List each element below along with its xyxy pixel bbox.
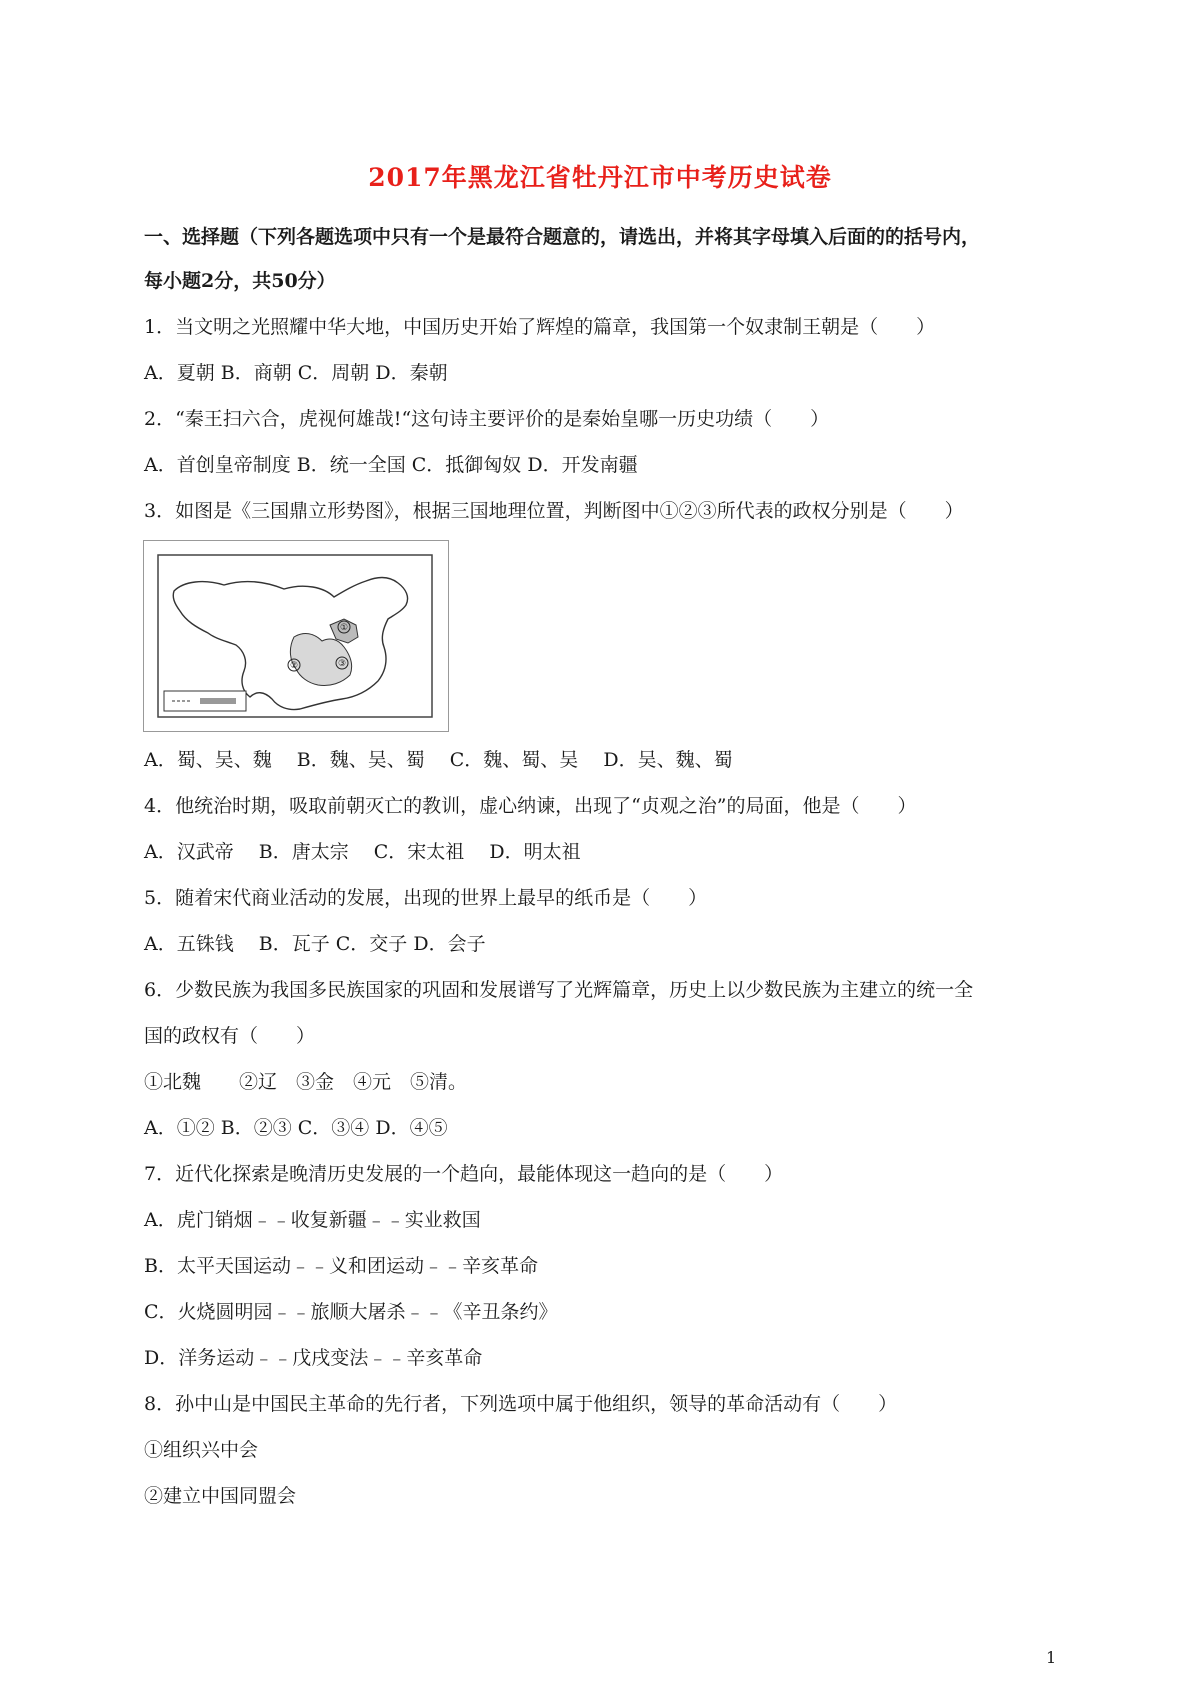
question-2-options: A．首创皇帝制度 B．统一全国 C．抵御匈奴 D．开发南疆 [144,454,638,476]
question-4-options: A．汉武帝 B．唐太宗 C．宋太祖 D．明太祖 [144,841,581,863]
map-marker-3: ③ [337,659,347,669]
question-7-option-d: D．洋务运动﹣﹣戊戌变法﹣﹣辛亥革命 [144,1347,483,1369]
three-kingdoms-map [143,540,449,732]
exam-title: 2017年黑龙江省牡丹江市中考历史试卷 [368,163,832,192]
question-7-option-c: C．火烧圆明园﹣﹣旅顺大屠杀﹣﹣《辛丑条约》 [144,1301,558,1323]
question-3-options: A．蜀、吴、魏 B．魏、吴、蜀 C．魏、蜀、吴 D．吴、魏、蜀 [144,749,733,771]
question-1-options: A．夏朝 B．商朝 C．周朝 D．秦朝 [144,362,448,384]
question-6-cont: 国的政权有（ ） [144,1025,316,1047]
section-heading: 一、选择题（下列各题选项中只有一个是最符合题意的，请选出，并将其字母填入后面的的括号内， [144,226,981,248]
question-5-options: A．五铢钱 B．瓦子 C．交子 D．会子 [144,933,486,955]
question-8-item-2: ②建立中国同盟会 [144,1485,297,1507]
page-number: 1 [1046,1648,1057,1667]
question-2: 2．“秦王扫六合，虎视何雄哉!“这句诗主要评价的是秦始皇哪一历史功绩（ ） [144,408,830,430]
question-4: 4．他统治时期，吸取前朝灭亡的教训，虚心纳谏，出现了“贞观之治”的局面，他是（ ） [144,795,917,817]
question-6-items: ①北魏 ②辽 ③金 ④元 ⑤清。 [144,1071,468,1093]
question-6-options: A．①② B．②③ C．③④ D．④⑤ [144,1117,448,1139]
map-marker-1: ① [339,623,349,633]
question-1: 1．当文明之光照耀中华大地，中国历史开始了辉煌的篇章，我国第一个奴隶制王朝是（ ） [144,316,936,338]
question-5: 5．随着宋代商业活动的发展，出现的世界上最早的纸币是（ ） [144,887,708,909]
question-8: 8．孙中山是中国民主革命的先行者，下列选项中属于他组织，领导的革命活动有（ ） [144,1393,898,1415]
section-heading-cont: 每小题2分，共50分） [144,270,336,292]
question-7-option-a: A．虎门销烟﹣﹣收复新疆﹣﹣实业救国 [144,1209,481,1231]
map-marker-2: ② [289,661,299,671]
question-3: 3．如图是《三国鼎立形势图》，根据三国地理位置，判断图中①②③所代表的政权分别是（ ） [144,500,964,522]
question-8-item-1: ①组织兴中会 [144,1439,259,1461]
question-6: 6．少数民族为我国多民族国家的巩固和发展谱写了光辉篇章，历史上以少数民族为主建立的统一全 [144,979,974,1001]
question-7-option-b: B．太平天国运动﹣﹣义和团运动﹣﹣辛亥革命 [144,1255,538,1277]
question-7: 7．近代化探索是晚清历史发展的一个趋向，最能体现这一趋向的是（ ） [144,1163,784,1185]
